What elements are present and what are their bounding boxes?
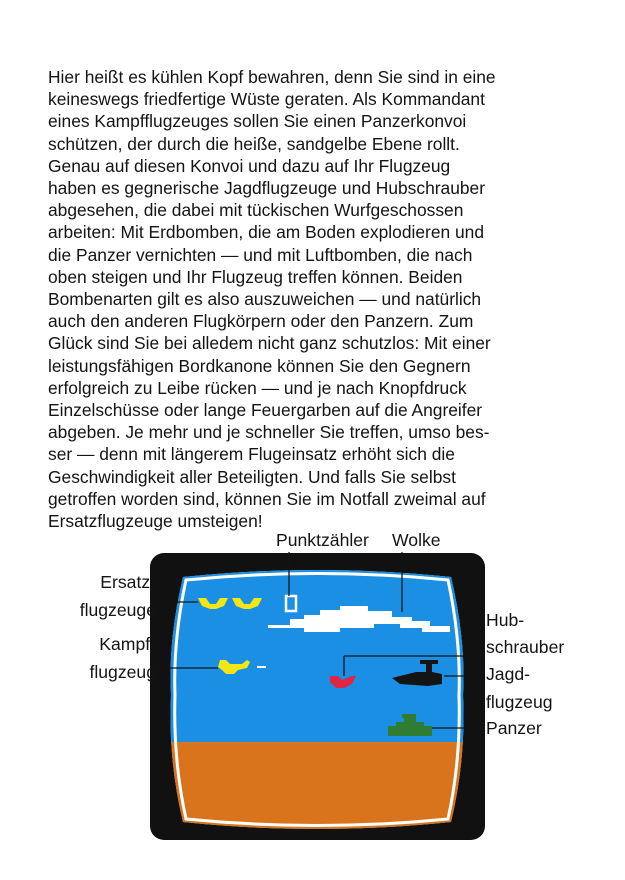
paragraph-line: Geschwindigkeit aller Beteiligten. Und falls Sie selbst: [48, 466, 456, 487]
label-reserve-planes-1: Ersatz-: [100, 572, 156, 592]
paragraph-line: Genau auf diesen Konvoi und dazu auf Ihr Flugzeug: [48, 155, 451, 176]
label-score-counter: Punktzähler: [276, 530, 369, 550]
paragraph-line: arbeiten: Mit Erdbomben, die am Boden explodieren und: [48, 222, 485, 243]
paragraph-line: getroffen worden sind, können Sie im Notfall zweimal auf: [48, 488, 486, 509]
paragraph-line: auch den anderen Flugkörpern oder den Panzern. Zum: [48, 311, 474, 332]
paragraph-line: keineswegs friedfertige Wüste geraten. Als Kommandant: [48, 89, 485, 110]
label-enemy-jet-1: Jagd-: [486, 664, 531, 684]
label-helicopter-1: Hub-: [486, 610, 525, 630]
paragraph-line: ser — denn mit längerem Flugeinsatz erhöht sich die: [48, 444, 455, 465]
paragraph-line: Bombenarten gilt es also auszuweichen — und natürlich: [48, 289, 482, 310]
paragraph-line: Glück sind Sie bei alledem nicht ganz schutzlos: Mit einer: [48, 333, 491, 354]
label-helicopter-2: schrauber: [486, 637, 565, 657]
paragraph-line: Ersatzflugzeuge umsteigen!: [48, 511, 263, 532]
cannon-shot: [257, 666, 266, 668]
paragraph-line: Einzelschüsse oder lange Feuergarben auf die Angreifer: [48, 400, 483, 421]
paragraph-line: Hier heißt es kühlen Kopf bewahren, denn Sie sind in eine: [48, 67, 496, 87]
paragraph-line: haben es gegnerische Jagdflugzeuge und Hubschrauber: [48, 178, 486, 199]
paragraph-line: abgesehen, die dabei mit tückischen Wurfgeschossen: [48, 200, 464, 221]
paragraph-line: eines Kampfflugzeuges sollen Sie einen Panzerkonvoi: [48, 111, 467, 132]
label-fighter-plane-2: flugzeug: [89, 662, 156, 682]
label-cloud: Wolke: [392, 530, 441, 550]
paragraph-line: die Panzer vernichten — und mit Luftbomben, die nach: [48, 244, 473, 265]
label-enemy-jet-2: flugzeug: [486, 692, 553, 712]
paragraph-line: oben steigen und Ihr Flugzeug treffen können. Beiden: [48, 266, 463, 287]
label-fighter-plane-1: Kampf-: [99, 634, 156, 654]
paragraph-line: schützen, der durch die heiße, sandgelbe Ebene rollt.: [48, 133, 460, 154]
paragraph-line: leistungsfähigen Bordkanone können Sie den Gegnern: [48, 355, 471, 376]
paragraph-line: erfolgreich zu Leibe rücken — und je nach Knopfdruck: [48, 377, 467, 398]
label-reserve-planes-2: flugzeuge: [79, 600, 156, 620]
label-tank: Panzer: [486, 718, 542, 738]
tank-turret: [402, 714, 416, 718]
paragraph-line: abgeben. Je mehr und je schneller Sie treffen, umso bes-: [48, 422, 490, 443]
